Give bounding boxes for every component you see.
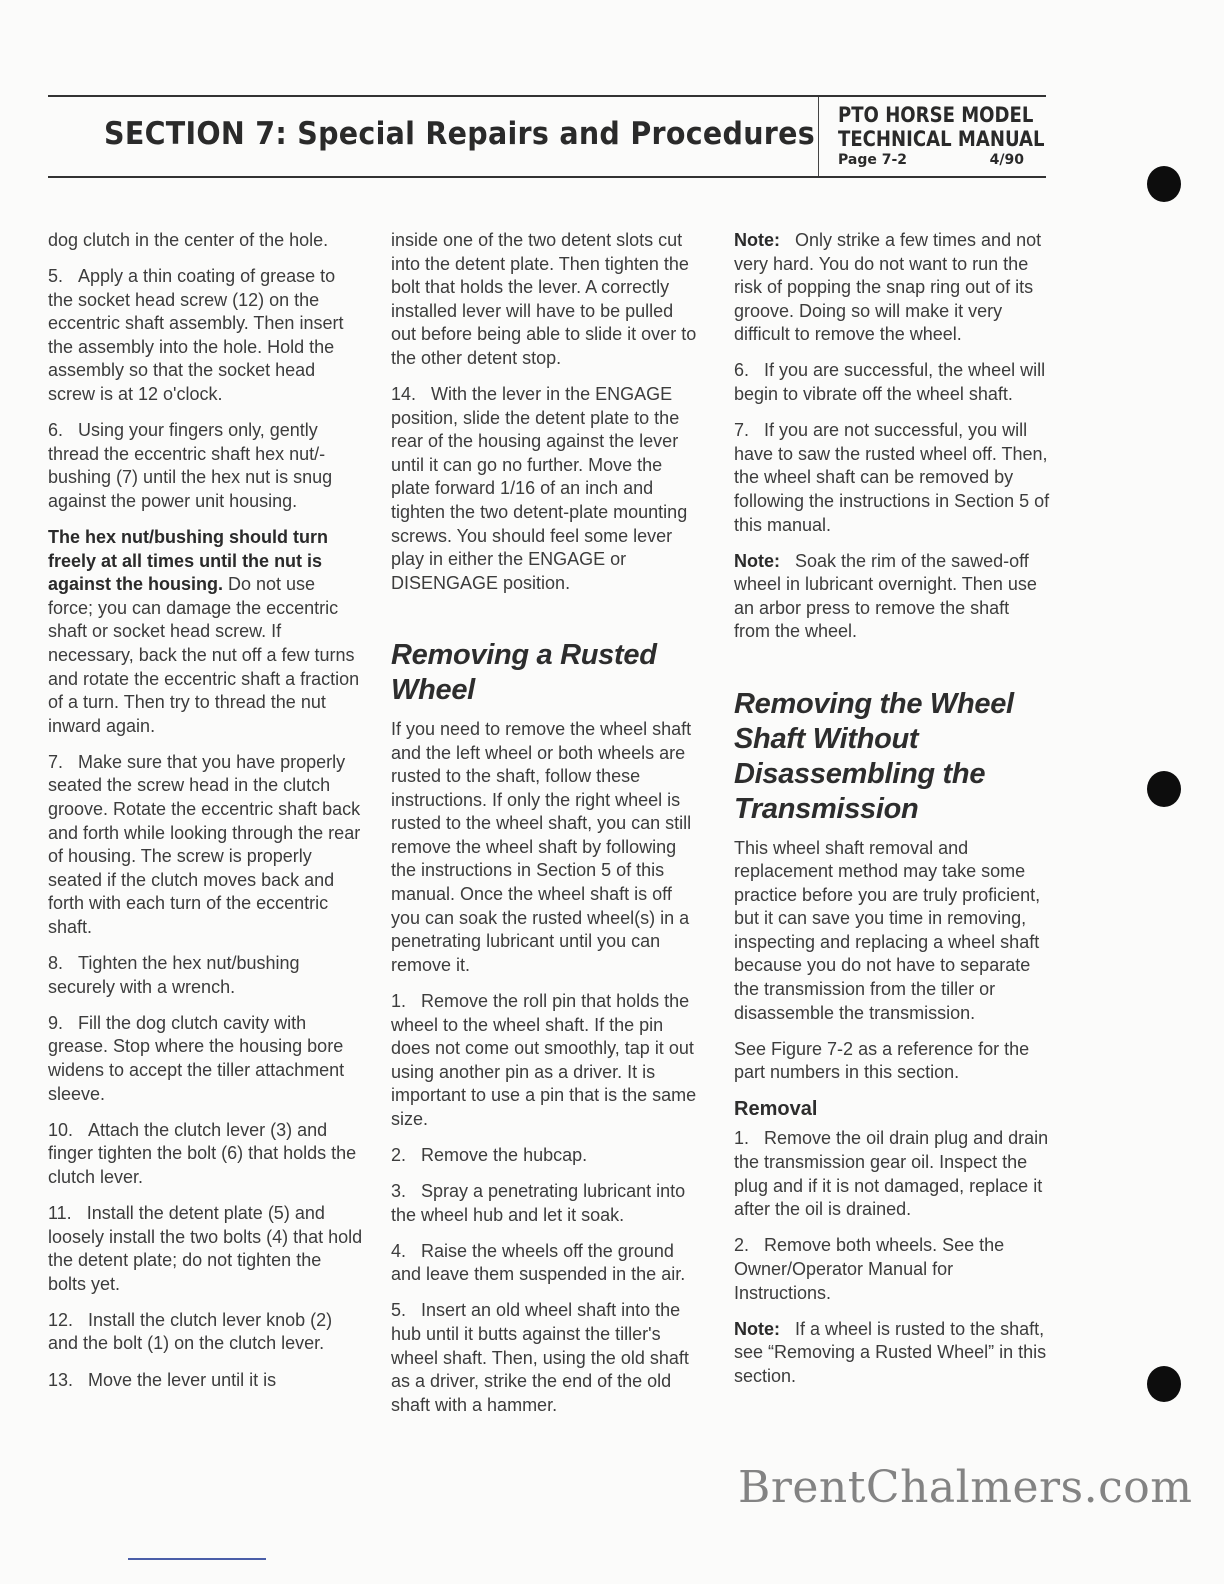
step-6: 6. Using your fingers only, gently thread the eccentric shaft hex nut/-bushing (7) until the hex nut is snug against the power unit housing. [48,420,333,511]
column-2 [391,229,703,1430]
manual-name: TECHNICAL MANUAL [838,127,1045,151]
manual-info [838,103,1045,169]
header-top-rule [48,95,1046,97]
page-title: SECTION 7: Special Repairs and Procedures [104,116,816,152]
note-text: Only strike a few times and not very hard. You do not want to run the risk of popping the snap ring out of its groove. Doing so will make it very difficult to remove the wheel. [734,230,1042,345]
binder-hole-bottom [1147,1366,1181,1402]
step-13: 13. Move the lever until it is [48,1369,277,1390]
note-label: Note: [734,1318,780,1339]
heading-removal: Removal [734,1098,818,1121]
step-13-continued: inside one of the two detent slots cut into the detent plate. Then tighten the bolt that holds the lever. A correctly installed lever will have to be pulled out before being able to slide it over to the other detent stop. [391,230,697,368]
note-label: Note: [734,230,780,250]
page-info [838,151,1024,169]
watermark: BrentChalmers.com [738,1462,1193,1513]
rusted-step-1: 1. Remove the roll pin that holds the wheel to the wheel shaft. If the pin does not come out smoothly, tap it out using another pin as a driver. It is important to use a pin that is the same size. [391,990,697,1129]
note-3 [734,1318,1050,1389]
warning-bold: The hex nut/bushing should turn freely at all times until the nut is against the housing. [48,527,328,595]
footer-link-line [128,1558,266,1560]
header-divider [818,97,819,176]
step-9: 9. Fill the dog clutch cavity with grease. Stop where the housing bore widens to accept the tiller attachment sleeve. [48,1012,345,1104]
model-name: PTO HORSE MODEL [838,103,1034,127]
step-12: 12. Install the clutch lever knob (2) and the bolt (1) on the clutch lever. [48,1309,333,1354]
heading-removing-wheel-shaft: Removing the Wheel Shaft Without Disassembling the Transmission [734,687,1014,825]
step-14: 14. With the lever in the ENGAGE position, slide the detent plate to the rear of the housing against the lever until it can go no further. Move the plate forward 1/16 of an inch and tighten the two detent-plate mounting screws. You should feel some lever play in either the ENGAGE or DISENGAGE position. [391,384,688,593]
revision-date: 4/90 [989,152,1024,168]
paragraph: dog clutch in the center of the hole. [48,230,329,250]
note-text: If a wheel is rusted to the shaft, see “Removing a Rusted Wheel” in this section. [734,1318,1047,1386]
note-label: Note: [734,550,780,571]
binder-hole-top [1147,166,1181,202]
header-bottom-rule [48,176,1046,178]
step-8: 8. Tighten the hex nut/bushing securely with a wrench. [48,953,300,997]
rusted-step-4: 4. Raise the wheels off the ground and leave them suspended in the air. [391,1240,686,1285]
step-7: 7. Make sure that you have properly seated the screw head in the clutch groove. Rotate the eccentric shaft back and forth while looking through the rear of housing. The screw is properly seated if the clutch moves back and forth with each turn of the eccentric shaft. [48,751,361,938]
column-1 [48,229,364,1405]
step-11: 11. Install the detent plate (5) and loosely install the two bolts (4) that hold the detent plate; do not tighten the bolts yet. [48,1202,363,1294]
step-5: 5. Apply a thin coating of grease to the socket head screw (12) on the eccentric shaft assembly. Then insert the assembly into the hole. Hold the assembly so that the socket head screw is at 12 o'clock. [48,266,344,405]
rusted-step-5: 5. Insert an old wheel shaft into the hub until it butts against the tiller's wheel shaft. Then, using the old shaft as a driver, strike the end of the old shaft with a hammer. [391,1300,689,1415]
removal-step-1: 1. Remove the oil drain plug and drain the transmission gear oil. Inspect the plug and if it is not damaged, replace it after the oil is drained. [734,1128,1049,1220]
warning-text: Do not use force; you can damage the eccentric shaft or socket head screw. If necessary, back the nut off a few turns and rotate the eccentric shaft a fraction of a turn. Then try to thread the nut inward again. [48,574,360,736]
heading-removing-rusted-wheel: Removing a Rusted Wheel [391,638,657,706]
figure-reference: See Figure 7-2 as a reference for the part numbers in this section. [734,1038,1030,1083]
note-text: Soak the rim of the sawed-off wheel in lubricant overnight. Then use an arbor press to remove the shaft from the wheel. [734,550,1037,642]
column-3 [734,229,1050,1401]
note-1 [734,229,1050,347]
step-10: 10. Attach the clutch lever (3) and finger tighten the bolt (6) that holds the clutch lever. [48,1119,357,1187]
rusted-step-7: 7. If you are not successful, you will have to saw the rusted wheel off. Then, the wheel shaft can be removed by following the instructions in Section 5 of this manual. [734,420,1050,535]
wheel-shaft-intro: This wheel shaft removal and replacement method may take some practice before you are truly proficient, but it can save you time in removing, inspecting and replacing a wheel shaft because you do not have to separate the transmission from the tiller or disassemble the transmission. [734,837,1041,1023]
warning-paragraph [48,526,364,738]
removal-step-2: 2. Remove both wheels. See the Owner/Operator Manual for Instructions. [734,1235,1005,1303]
rusted-wheel-intro: If you need to remove the wheel shaft and the left wheel or both wheels are rusted to the shaft, follow these instructions. If only the right wheel is rusted to the wheel shaft, you can still remove the wheel shaft by following the instructions in Section 5 of this manual. Once the wheel shaft is off you can soak the rusted wheel(s) in a penetrating lubricant until you can remove it. [391,718,692,975]
note-2 [734,550,1050,644]
page-number: Page 7-2 [838,152,908,168]
rusted-step-2: 2. Remove the hubcap. [391,1145,588,1165]
rusted-step-3: 3. Spray a penetrating lubricant into the wheel hub and let it soak. [391,1181,686,1225]
binder-hole-middle [1147,771,1181,807]
rusted-step-6: 6. If you are successful, the wheel will begin to vibrate off the wheel shaft. [734,360,1046,405]
